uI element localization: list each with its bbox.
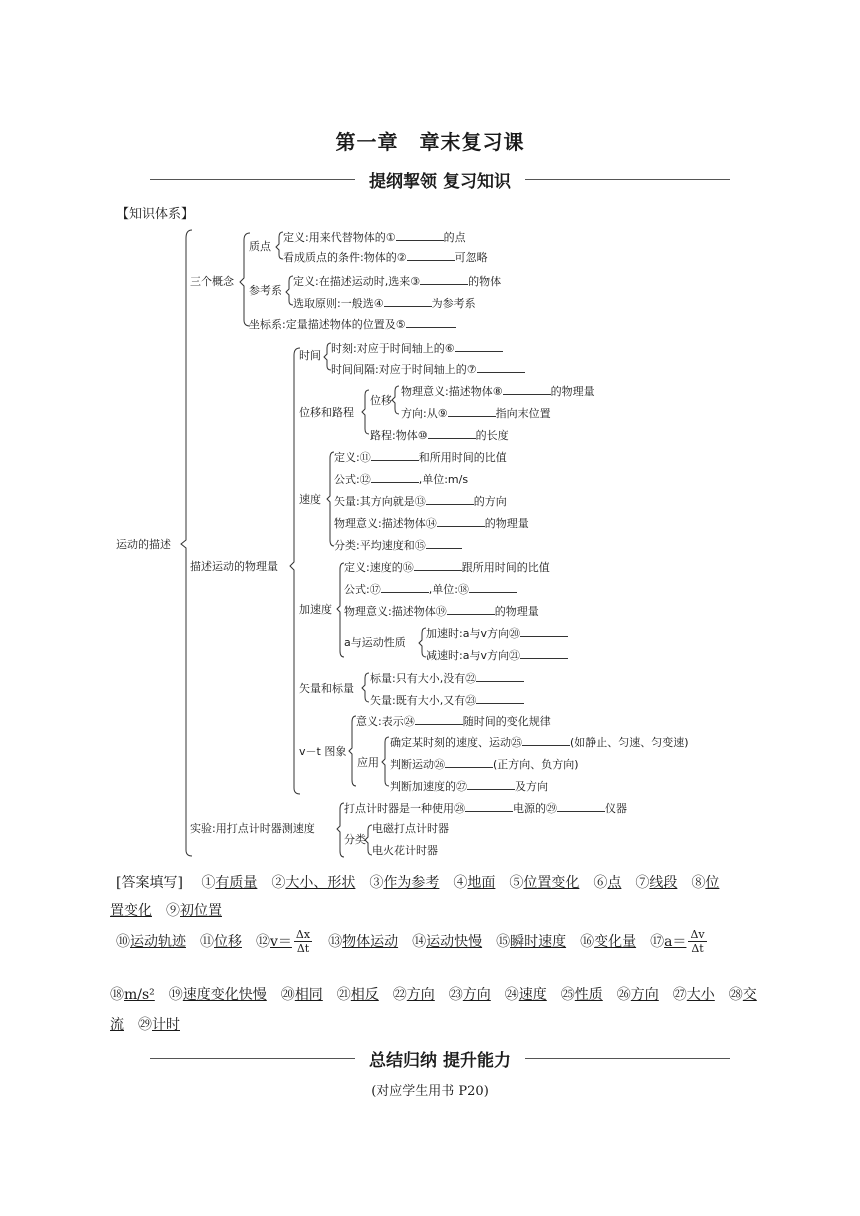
leaf-a-formula: 公式:⑰ ,单位:⑱	[344, 581, 517, 597]
velocity-fraction-numerator: Δx	[295, 928, 311, 941]
node-velocity: 速度	[299, 493, 321, 506]
answer-value: 置变化	[110, 903, 152, 919]
answer-item	[561, 987, 603, 1003]
knowledge-system-label: 【知识体系】	[116, 207, 195, 222]
answer-item	[449, 987, 491, 1003]
answer-item	[337, 987, 379, 1003]
answer-value: 瞬时速度	[510, 933, 567, 950]
answer-item	[593, 875, 621, 891]
answer-number: ㉕	[560, 987, 575, 1003]
answer-value: 变化量	[594, 933, 637, 950]
answer-item	[110, 903, 152, 919]
acceleration-fraction	[688, 928, 706, 955]
answers-label: [答案填写]	[116, 875, 183, 891]
leaf-scalar: 标量:只有大小,没有㉒	[370, 670, 524, 686]
node-timer-class: 分类	[344, 833, 366, 846]
leaf-time-moment: 时刻:对应于时间轴上的⑥	[331, 340, 503, 356]
answer-number: ㉓	[448, 987, 463, 1003]
leaf-reference-def: 定义:在描述运动时,选来③ 的物体	[293, 275, 502, 288]
leaf-disp-meaning: 物理意义:描述物体⑧ 的物理量	[401, 385, 595, 398]
answer-item	[505, 987, 547, 1003]
chapter-title: 第一章 章末复习课	[335, 130, 525, 154]
tree-root: 运动的描述	[116, 538, 171, 551]
answers-line-1	[116, 872, 733, 892]
answer-number: ④	[453, 875, 468, 891]
answer-value: 交	[742, 987, 757, 1003]
acceleration-fraction-denominator: Δt	[691, 942, 704, 955]
answer-number: ㉑	[336, 987, 351, 1003]
answer-number: ⑨	[166, 903, 180, 919]
answer-value: 性质	[574, 987, 603, 1003]
answer-value: 相反	[350, 987, 379, 1003]
leaf-path: 路程:物体⑩ 的长度	[370, 429, 509, 442]
leaf-time-interval: 时间间隔:对应于时间轴上的⑦	[331, 361, 525, 377]
banner-text: 提纲挈领 复习知识	[369, 172, 511, 192]
velocity-fraction-denominator: Δt	[296, 942, 310, 955]
node-three-concepts: 三个概念	[190, 275, 234, 288]
answers-line-4	[110, 984, 771, 1004]
answer-value: 方向	[406, 987, 435, 1003]
answer-value: 运动轨迹	[130, 933, 186, 950]
node-vector-scalar: 矢量和标量	[299, 682, 354, 695]
answer-number: ⑲	[168, 987, 183, 1003]
answer-number: ⑧	[691, 875, 706, 891]
leaf-vt-app3: 判断加速度的㉗ 及方向	[390, 780, 548, 793]
answer-number: ⑤	[509, 875, 524, 891]
answer-value: 有质量	[215, 875, 258, 891]
answer-item	[453, 875, 495, 891]
answer-value: 位	[705, 875, 720, 891]
answer-item	[650, 928, 709, 955]
answer-number: ㉘	[728, 987, 743, 1003]
answer-value: 流	[110, 1017, 124, 1033]
answer-value: 相同	[294, 987, 323, 1003]
leaf-timer-em: 电磁打点计时器	[372, 822, 449, 835]
answer-item	[271, 875, 355, 891]
leaf-a-slowdown: 减速时:a与v方向㉑	[426, 647, 568, 663]
answer-item	[635, 875, 677, 891]
answer-item	[673, 987, 715, 1003]
answer-item	[256, 928, 314, 955]
node-a-motion-nature: a与运动性质	[344, 636, 406, 649]
answer-number: ㉙	[138, 1017, 152, 1033]
answer-item	[617, 987, 659, 1003]
answer-number: ㉗	[672, 987, 687, 1003]
leaf-v-def: 定义:⑪ 和所用时间的比值	[334, 451, 507, 464]
leaf-timer-spark: 电火花计时器	[372, 844, 438, 857]
answer-value: 方向	[630, 987, 659, 1003]
answer-item	[200, 934, 242, 950]
section-banner-summary	[150, 1046, 730, 1070]
leaf-v-formula: 公式:⑫ ,单位:m/s	[334, 473, 469, 486]
leaf-vector: 矢量:既有大小,又有㉓	[370, 692, 524, 708]
answer-value: 速度	[518, 987, 547, 1003]
answer-number: ⑬	[328, 933, 343, 950]
answer-value: 作为参考	[383, 875, 440, 891]
leaf-timer-def: 打点计时器是一种使用㉘ 电源的㉙ 仪器	[344, 802, 627, 815]
answer-number: ⑯	[580, 933, 595, 950]
answer-item	[729, 987, 757, 1003]
node-acceleration: 加速度	[299, 603, 332, 616]
answer-item	[116, 934, 186, 950]
answer-value: 速度变化快慢	[182, 987, 267, 1003]
answer-value: 大小、形状	[285, 875, 356, 891]
answer-number: ㉔	[504, 987, 519, 1003]
answer-number: ⑩	[116, 933, 130, 950]
leaf-particle-def: 定义:用来代替物体的① 的点	[283, 231, 466, 244]
answer-number: ⑰	[650, 933, 665, 950]
answer-item	[201, 875, 257, 891]
answer-item	[328, 934, 398, 950]
answer-item	[393, 987, 435, 1003]
answer-number: ③	[369, 875, 384, 891]
leaf-v-meaning: 物理意义:描述物体⑭ 的物理量	[334, 517, 529, 530]
answer-number: ㉒	[392, 987, 407, 1003]
answer-value: 点	[607, 875, 622, 891]
answer-number: ⑦	[635, 875, 650, 891]
answer-number: ⑱	[110, 987, 124, 1003]
answer-value: 物体运动	[342, 933, 399, 950]
answer-item	[369, 875, 439, 891]
answers-line-5	[110, 1014, 194, 1034]
node-displacement-path: 位移和路程	[299, 406, 354, 419]
node-reference-frame: 参考系	[249, 284, 282, 297]
answer-item	[169, 987, 267, 1003]
answer-number: ①	[201, 875, 216, 891]
leaf-vt-app1: 确定某时刻的速度、运动㉕ (如静止、匀速、匀变速)	[390, 736, 689, 749]
velocity-fraction	[294, 928, 312, 955]
node-time: 时间	[299, 349, 321, 362]
leaf-a-speedup: 加速时:a与v方向⑳	[426, 625, 568, 641]
answer-item	[509, 875, 579, 891]
answer-item	[691, 875, 719, 891]
leaf-a-def: 定义:速度的⑯ 跟所用时间的比值	[344, 561, 550, 574]
node-coordinate-system: 坐标系:定量描述物体的位置及⑤	[249, 316, 456, 332]
answer-value: 计时	[152, 1017, 180, 1033]
answers-line-3	[116, 928, 723, 955]
answer-value: a＝ $\frac{\Delta v}{\Delta t}$	[664, 928, 705, 955]
answer-value: 方向	[462, 987, 491, 1003]
answer-item	[496, 934, 566, 950]
leaf-vt-app2: 判断运动㉖ (正方向、负方向)	[390, 758, 579, 771]
answer-item	[412, 934, 482, 950]
answer-number: ㉖	[616, 987, 631, 1003]
leaf-reference-rule: 选取原则:一般选④ 为参考系	[293, 297, 476, 310]
answer-value: 初位置	[180, 903, 222, 919]
answer-value: 大小	[686, 987, 715, 1003]
leaf-disp-direction: 方向:从⑨ 指向末位置	[401, 407, 551, 420]
answer-item	[166, 903, 222, 919]
answer-item	[110, 987, 155, 1003]
leaf-particle-cond: 看成质点的条件:物体的② 可忽略	[283, 251, 488, 264]
leaf-a-meaning: 物理意义:描述物体⑲ 的物理量	[344, 605, 539, 618]
answer-number: ⑳	[280, 987, 295, 1003]
answer-value: 线段	[649, 875, 678, 891]
leaf-v-class: 分类:平均速度和⑮	[334, 537, 462, 553]
answer-value: v＝ $\frac{\Delta x}{\Delta t}$	[270, 928, 311, 955]
banner-text: 总结归纳 提升能力	[369, 1051, 511, 1071]
node-displacement: 位移	[370, 394, 392, 407]
answer-number: ②	[271, 875, 286, 891]
answer-item	[138, 1017, 180, 1033]
answer-value: m/s²	[124, 987, 155, 1003]
answer-item	[580, 934, 636, 950]
answer-item	[281, 987, 323, 1003]
answer-number: ⑥	[593, 875, 608, 891]
leaf-v-vector: 矢量:其方向就是⑬ 的方向	[334, 495, 507, 508]
answer-value: 位移	[214, 933, 242, 950]
book-reference: (对应学生用书 P20)	[371, 1084, 489, 1099]
node-vt-graph: v－t 图象	[299, 745, 347, 758]
answer-value: 地面	[467, 875, 496, 891]
answer-number: ⑪	[200, 933, 214, 950]
answer-item	[110, 1017, 124, 1033]
acceleration-fraction-numerator: Δv	[690, 928, 705, 941]
answers-line-2	[110, 900, 236, 920]
answer-number: ⑮	[496, 933, 511, 950]
answer-number: ⑭	[412, 933, 427, 950]
leaf-vt-meaning: 意义:表示㉔ 随时间的变化规律	[356, 715, 551, 728]
node-vt-apply: 应用	[357, 756, 379, 769]
node-experiment: 实验:用打点计时器测速度	[190, 822, 315, 835]
answer-value: 运动快慢	[426, 933, 483, 950]
node-physical-quantities: 描述运动的物理量	[190, 560, 278, 573]
answer-value: 位置变化	[523, 875, 580, 891]
node-particle: 质点	[249, 240, 271, 253]
banner-rule-right	[525, 1058, 730, 1059]
answer-number: ⑫	[256, 933, 270, 950]
